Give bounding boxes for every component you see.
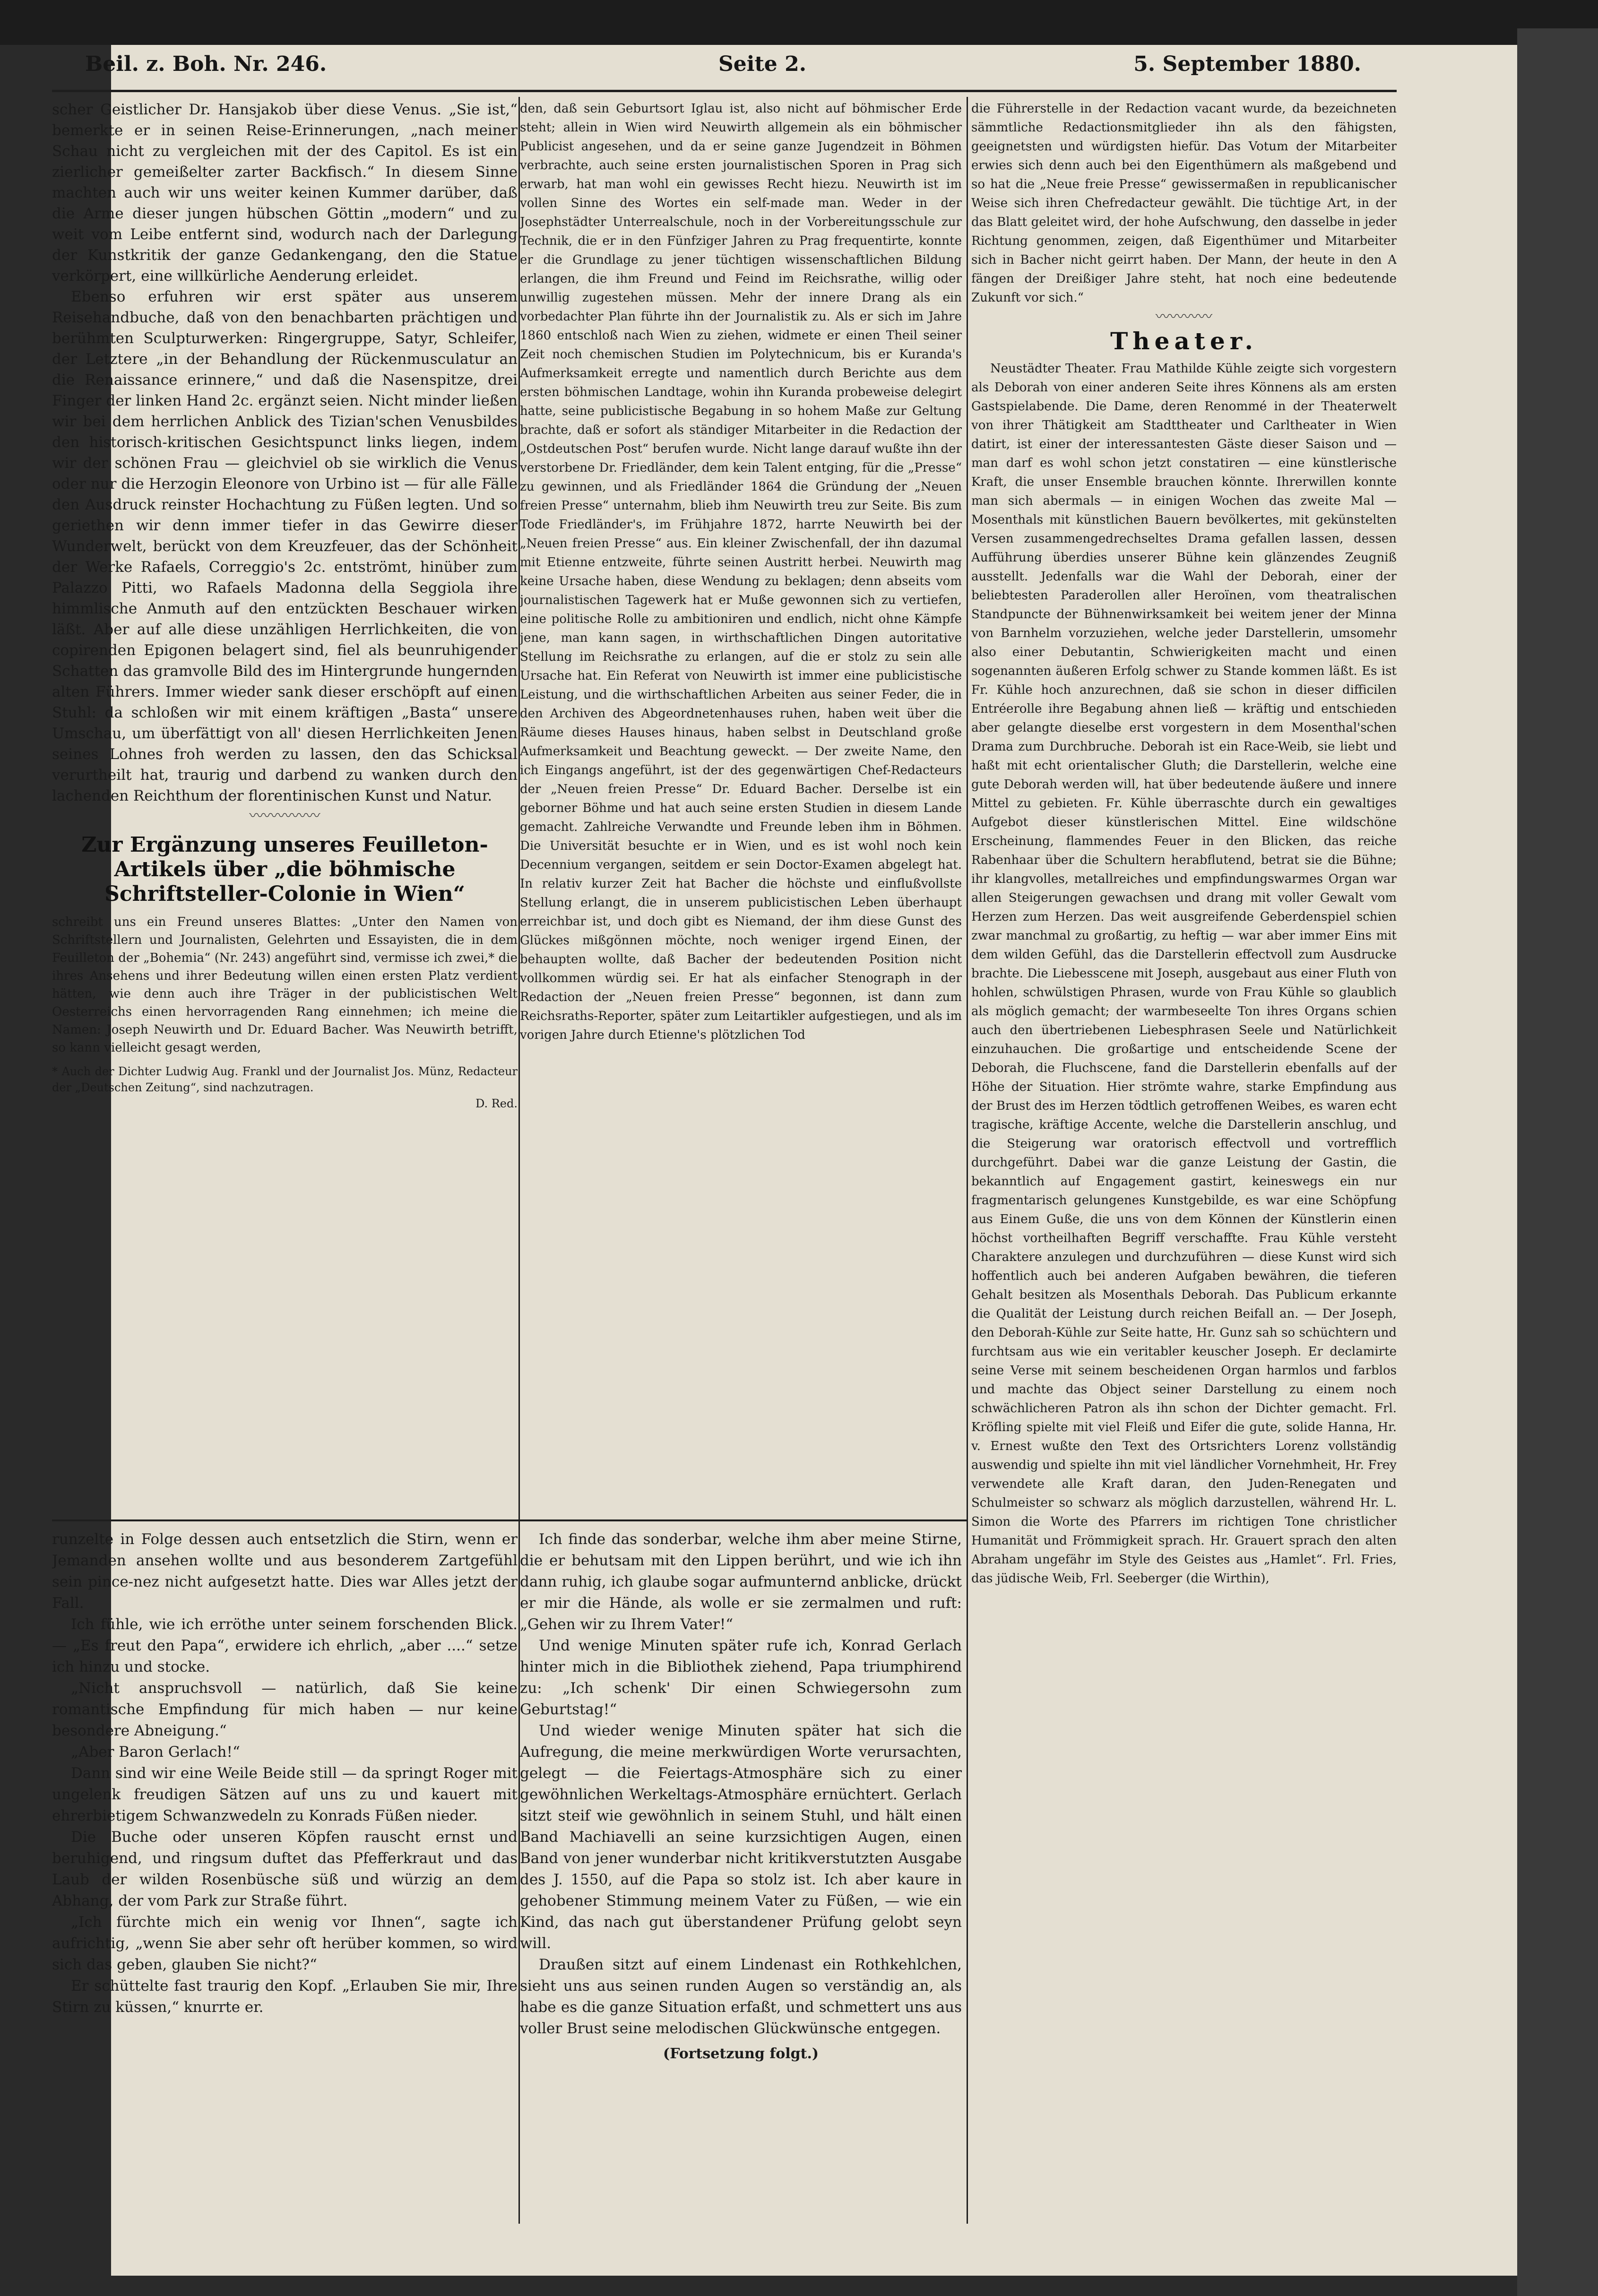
col1-paragraph-2: Ebenso erfuhren wir erst später aus unserem Reisehandbuche, daß von den benachbarten prächtigen und berühmten Sculpturwerken: Ringergruppe, Satyr, Schleifer, der Letztere „in der Behandlung der Rückenmusculatur an die Renaissance erinnere,“ und daß die Nasenspitze, drei Finger der linken Hand 2c. ergänzt seien. Nicht minder ließen wir bei dem herrlichen Anblick des Tizian'schen Venusbildes den historisch-kritischen Gesichtspunct links liegen, indem wir der schönen Frau — gleichviel ob sie wirklich die Venus oder nur die Herzogin Eleonore von Urbino ist — für alle Fälle den Ausdruck reinster Hochachtung zu Füßen legten. Und so geriethen wir denn immer tiefer in das Gewirre dieser Wunderwelt, berückt von dem Kreuzfeuer, das der Schönheit der Werke Rafaels, Correggio's 2c. entströmt, hinüber zum Palazzo Pitti, wo Rafaels Madonna della Seggiola ihre himmlische Anmuth auf den entzückten Beschauer wirken läßt. Aber auf alle diese unzähligen Herrlichkeiten, die von copirenden Epigonen belagert sind, fiel als beunruhigender Schatten das gramvolle Bild des im Hintergrunde hungernden alten Führers. Immer wieder sank dieser erschöpft auf einen Stuhl: da schloßen wir mit einem kräftigen „Basta“ unsere Umschau, um überfättigt von all' diesen Herrlichkeiten Jenen seines Lohnes froh werden zu lassen, den das Schicksal verurtheilt hat, traurig und darbend zu wanken durch den lachenden Reichthum der florentinischen Kunst und Natur. bbox=[52, 288, 518, 804]
header-date: 5. September 1880. bbox=[1133, 52, 1361, 76]
separator-ornament: 〰〰〰〰 bbox=[1156, 309, 1212, 325]
feuilleton-divider-rule bbox=[52, 1519, 967, 1521]
feuilleton-paragraph: Draußen sitzt auf einem Lindenast ein Rothkehlchen, sieht uns aus seinen runden Augen so verständig an, als habe es die ganze Situation erfaßt, und schmettert uns aus voller Brust seine melodischen Glückwünsche entgegen. bbox=[520, 1956, 962, 2037]
page-header bbox=[85, 52, 1361, 85]
scan-right-edge bbox=[1517, 28, 1598, 2296]
feuilleton-paragraph: Die Buche oder unseren Köpfen rauscht ernst und beruhigend, und ringsum duftet das Pfefferkraut und das Laub der wilden Rosenbüsche süß und würzig an dem Abhang, der vom Park zur Straße führt. bbox=[52, 1829, 518, 1909]
col2-article-continuation: den, daß sein Geburtsort Iglau ist, also nicht auf böhmischer Erde steht; allein in Wien wird Neuwirth allgemein als ein böhmischer Publicist angesehen, und da er seine ganze Jugendzeit in Böhmen verbrachte, auch seine ersten journalistischen Sporen in Prag sich erwarb, hat man wohl ein gewisses Recht hiezu. Neuwirth ist im vollen Sinne des Wortes ein self-made man. Weder in der Josephstädter Unterrealschule, noch in der Vorbereitungsschule zur Technik, die er in den Fünfziger Jahren zu Prag frequentirte, konnte er die Grundlage zu jener tüchtigen wissenschaftlichen Bildung erlangen, die ihm Freund und Feind im Reichsrathe, willig oder unwillig zugestehen müssen. Mehr der innere Drang als ein vorbedachter Plan führte ihn der Journalistik zu. Als er sich im Jahre 1860 entschloß nach Wien zu ziehen, widmete er einen Theil seiner Zeit noch chemischen Studien im Polytechnicum, bis er Kuranda's Aufmerksamkeit erregte und namentlich durch Berichte aus dem ersten böhmischen Landtage, wohin ihn Kuranda probeweise delegirt hatte, seine publicistische Begabung in so hohem Maße zur Geltung brachte, daß er sofort als ständiger Mitarbeiter in die Redaction der „Ostdeutschen Post“ berufen wurde. Nicht lange darauf wußte ihn der verstorbene Dr. Friedländer, dem kein Talent entging, für die „Presse“ zu gewinnen, und als Friedländer 1864 die Gründung der „Neuen freien Presse“ unternahm, blieb ihm Neuwirth treu zur Seite. Bis zum Tode Friedländer's, im Frühjahre 1872, harrte Neuwirth bei der „Neuen freien Presse“ aus. Ein kleiner Zwischenfall, der ihn dazumal mit Etienne entzweite, führte seinen Austritt herbei. Neuwirth mag keine Ursache haben, diese Wendung zu beklagen; denn abseits vom journalistischen Tagewerk hat er Muße gewonnen sich zu vertiefen, eine politische Rolle zu ambitioniren und endlich, nicht ohne Kämpfe jene, man kann sagen, in wirthschaftlichen Dingen autoritative Stellung im Reichsrathe zu erlangen, auf die er stolz zu sein alle Ursache hat. Ein Referat von Neuwirth ist immer eine publicistische Leistung, und die wirthschaftlichen Arbeiten aus seiner Feder, die in den Archiven des Abgeordnetenhauses ruhen, haben weit über die Räume dieses Hauses hinaus, haben selbst in Deutschland große Aufmerksamkeit und Beachtung geweckt. — Der zweite Name, den ich Eingangs angeführt, ist der des gegenwärtigen Chef-Redacteurs der „Neuen freien Presse“ Dr. Eduard Bacher. Derselbe ist ein geborner Böhme und hat auch seine ersten Studien in diesem Lande gemacht. Zahlreiche Verwandte und Freunde leben ihm in Böhmen. Die Universität besuchte er in Wien, und es ist wohl noch kein Decennium vergangen, seitdem er sein Doctor-Examen abgelegt hat. In relativ kurzer Zeit hat Bacher die höchste und einflußvollste Stellung erlangt, die in unserem publicistischen Leben überhaupt erreichbar ist, und doch gibt es Niemand, der ihm diese Gunst des Glückes mißgönnen möchte, noch weniger irgend Einen, der behaupten wollte, daß Bacher der bedeutenden Position nicht vollkommen würdig sei. Er hat als einfacher Stenograph in der Redaction der „Neuen freien Presse“ begonnen, ist dann zum Reichsraths-Reporter, später zum Leitartikler aufgestiegen, und als im vorigen Jahre durch Etienne's plötzlichen Tod bbox=[520, 102, 962, 1042]
feuilleton-paragraph: Und wieder wenige Minuten später hat sich die Aufregung, die meine merkwürdigen Worte verursachten, gelegt — die Feiertags-Atmosphäre sich zu einer gewöhnlichen Werkeltags-Atmosphäre ernüchtert. Gerlach sitzt steif wie gewöhnlich in seinem Stuhl, und hält einen Band Machiavelli an seine kurzsichtigen Augen, einen Band von jener wunderbar nicht kritikverstutzten Ausgabe des J. 1550, auf die Papa so stolz ist. Ich aber kaure in gehobener Stimmung meinem Vater zu Füßen, — wie ein Kind, das nach gut überstandener Prüfung gelobt seyn will. bbox=[520, 1722, 962, 1952]
feuilleton-paragraph: „Nicht anspruchsvoll — natürlich, daß Sie keine romantische Empfindung für mich haben — nur keine besondere Abneigung.“ bbox=[52, 1680, 518, 1739]
feuilleton-paragraph: Er schüttelte fast traurig den Kopf. „Erlauben Sie mir, Ihre Stirn zu küssen,“ knurrte er. bbox=[52, 1977, 518, 2016]
column-1 bbox=[52, 99, 518, 1470]
header-page-number: Seite 2. bbox=[718, 52, 807, 76]
feuilleton-paragraph: Ich finde das sonderbar, welche ihm aber meine Stirne, die er behutsam mit den Lippen berührt, und wie ich ihn dann ruhig, ich glaube sogar aufmunternd anblicke, drückt er mir die Hände, als wolle er sie zermalmen und ruft: „Gehen wir zu Ihrem Vater!“ bbox=[520, 1531, 962, 1633]
editor-footnote bbox=[52, 1063, 518, 1112]
footnote-text: * Auch der Dichter Ludwig Aug. Frankl und der Journalist Jos. Münz, Redacteur der „Deutschen Zeitung“, sind nachzutragen. bbox=[52, 1065, 518, 1094]
footnote-signature: D. Red. bbox=[475, 1097, 518, 1110]
article-body: schreibt uns ein Freund unseres Blattes: „Unter den Namen von Schriftstellern und Journalisten, Gelehrten und Essayisten, die in dem Feuilleton der „Bohemia“ (Nr. 243) angeführt sind, vermisse ich zwei,* die ihres Ansehens und ihrer Bedeutung willen einen ersten Platz verdient hätten, wie denn auch ihre Träger in der publicistischen Welt Oesterreichs einen hervorragenden Rang einnehmen; ich meine die Namen: Joseph Neuwirth und Dr. Eduard Bacher. Was Neuwirth betrifft, so kann vielleicht gesagt werden, bbox=[52, 915, 518, 1055]
feuilleton-column-2 bbox=[520, 1529, 962, 2181]
article-headline: Zur Ergänzung unseres Feuilleton-Artikels über „die böhmische Schriftsteller-Colonie in Wien“ bbox=[81, 833, 488, 906]
feuilleton-paragraph: runzelte in Folge dessen auch entsetzlich die Stirn, wenn er Jemanden ansehen wollte und aus besonderem Zartgefühl sein pince-nez nicht aufgesetzt hatte. Dies war Alles jetzt der Fall. bbox=[52, 1531, 518, 1612]
theater-section-title: Theater. bbox=[1110, 327, 1258, 355]
column-3 bbox=[971, 99, 1397, 2217]
header-issue: Beil. z. Boh. Nr. 246. bbox=[85, 52, 327, 76]
scan-top-band bbox=[0, 0, 1598, 45]
col3-article-end: die Führerstelle in der Redaction vacant wurde, da bezeichneten sämmtliche Redactionsmitglieder ihn als den fähigsten, geeignetsten und würdigsten hiefür. Das Votum der Mitarbeiter erwies sich denn auch bei den Eigenthümern als maßgebend und so hat die „Neue freie Presse“ gewissermaßen in republicanischer Weise sich ihren Chefredacteur gewählt. Die tüchtige Art, in der das Blatt geleitet wird, der hohe Aufschwung, den dasselbe in jeder Richtung genommen, zeigen, daß Eigenthümer und Mitarbeiter sich in Bacher nicht geirrt haben. Der Mann, der heute in den A fängen der Dreißiger Jahre steht, hat noch eine bedeutende Zukunft vor sich.“ bbox=[971, 102, 1397, 305]
continued-note: (Fortsetzung folgt.) bbox=[663, 2046, 819, 2062]
col1-paragraph-1: scher Geistlicher Dr. Hansjakob über diese Venus. „Sie ist,“ bemerkte er in seinen Reise-Erinnerungen, „nach meiner Schau nicht zu vergleichen mit der des Capitol. Es ist ein zierlicher gemeißelter zarter Backfisch.“ In diesem Sinne machten auch wir uns weiter keinen Kummer darüber, daß die Arme dieser jungen hübschen Göttin „modern“ und zu weit vom Leibe entfernt sind, wodurch nach der Darlegung der Kunstkritik der ganze Gedankengang, den die Statue verkörpert, eine willkürliche Aenderung erleidet. bbox=[52, 101, 518, 285]
theater-review: Neustädter Theater. Frau Mathilde Kühle zeigte sich vorgestern als Deborah von einer anderen Seite ihres Könnens als am ersten Gastspielabende. Die Dame, deren Renommé in der Theaterwelt von ihrer Thätigkeit am Stadttheater und Carltheater in Wien datirt, ist einer der interessantesten Gäste dieser Saison und — man darf es wohl schon jetzt constatiren — eine künstlerische Kraft, die unser Ensemble brauchen könnte. Ihrerwillen konnte man sich abermals — in einigen Wochen das zweite Mal — Mosenthals mit künstlichen Bauern bevölkertes, mit gekünstelten Versen zusammengedrechseltes Drama gefallen lassen, dessen Aufführung überdies unserer Bühne kein glänzendes Zeugniß ausstellt. Jedenfalls war die Wahl der Deborah, einer der beliebtesten Paraderollen aller Heroïnen, vom theatralischen Standpuncte der Bühnenwirksamkeit bei weitem jener der Minna von Barnhelm vorzuziehen, welche jeder Darstellerin, umsomehr also einer Debutantin, Schwierigkeiten macht und einen sogenannten äußeren Erfolg schwer zu Stande kommen läßt. Es ist Fr. Kühle hoch anzurechnen, daß sie schon in dieser difficilen Entréerolle ihre Begabung ahnen ließ — kräftig und entschieden aber gelangte dieselbe erst vorgestern in dem Mosenthal'schen Drama zum Durchbruche. Deborah ist ein Race-Weib, sie liebt und haßt mit echt orientalischer Gluth; die Darstellerin, welche eine gute Deborah werden will, hat über bedeutende äußere und innere Mittel zu gebieten. Fr. Kühle überraschte durch ein gewaltiges Aufgebot dieser künstlerischen Mittel. Eine wildschöne Erscheinung, flammendes Feuer in den Blicken, das reiche Rabenhaar über die Schultern herabflutend, betrat sie die Bühne; ihr klangvolles, metallreiches und empfindungswarmes Organ war allen Steigerungen gewachsen und drang mit voller Gewalt vom Herzen zum Herzen. Das weit ausgreifende Geberdenspiel schien zwar manchmal zu großartig, zu heftig — war aber immer Eins mit dem wilden Gefühl, das die Darstellerin effectvoll zum Ausdrucke brachte. Die Liebesscene mit Joseph, ausgebaut aus einer Fluth von hohlen, schwülstigen Phrasen, wurde von Frau Kühle so glaublich als möglich gemacht; der warmbeseelte Ton ihres Organs schien auch den übertriebenen Liebesphrasen Seele und Natürlichkeit einzuhauchen. Die großartige und entscheidende Scene der Deborah, die Fluchscene, fand die Darstellerin ebenfalls auf der Höhe der Situation. Hier strömte wahre, starke Empfindung aus der Brust des im Herzen tödtlich getroffenen Weibes, es waren echt tragische, kräftige Accente, welche die Darstellerin anschlug, und die Steigerung war oratorisch effectvoll und vortrefflich durchgeführt. Dabei war die ganze Leistung der Gastin, die bekanntlich auf Engagement gastirt, keineswegs ein nur fragmentarisch gelungenes Kunstgebilde, es war eine Schöpfung aus Einem Guße, die uns von dem Können der Künstlerin einen höchst vortheilhaften Begriff verschaffte. Frau Kühle versteht Charaktere anzulegen und durchzuführen — diese Kunst wird sich hoffentlich auch bei anderen Aufgaben bewähren, die tieferen Gehalt besitzen als Mosenthals Deborah. Das Publicum erkannte die Qualität der Leistung durch reichen Beifall an. — Der Joseph, den Deborah-Kühle zur Seite hatte, Hr. Gunz sah so schüchtern und furchtsam aus wie ein veritabler keuscher Joseph. Er declamirte seine Verse mit seinem bescheidenen Organ harmlos und farblos und machte das Object seiner Darstellung zu einem noch schwächlicheren Patron als ihn schon der Dichter gemacht. Frl. Kröfling spielte mit viel Fleiß und Eifer die gute, solide Hanna, Hr. v. Ernest wußte den Text des Ortsrichters Lorenz vollständig auswendig und spielte ihn mit viel ländlicher Vornehmheit, Hr. Frey verwendete alle Kraft daran, den Juden-Renegaten und Schulmeister so schwarz als möglich darzustellen, während Hr. L. Simon die Worte des Pfarrers im richtigen Tone christlicher Humanität und Frömmigkeit sprach. Hr. Grauert sprach den alten Abraham ungefähr im Style des Geistes aus „Hamlet“. Frl. Fries, das jüdische Weib, Frl. Seeberger (die Wirthin), bbox=[971, 362, 1397, 1586]
feuilleton-column-1 bbox=[52, 1529, 518, 2228]
column-rule-2 bbox=[967, 97, 968, 2224]
feuilleton-paragraph: Ich fühle, wie ich erröthe unter seinem forschenden Blick. — „Es freut den Papa“, erwidere ich ehrlich, „aber ....“ setze ich hinzu und stocke. bbox=[52, 1616, 518, 1675]
feuilleton-paragraph: „Aber Baron Gerlach!“ bbox=[71, 1744, 240, 1761]
feuilleton-paragraph: Und wenige Minuten später rufe ich, Konrad Gerlach hinter mich in die Bibliothek ziehend, Papa triumphirend zu: „Ich schenk' Dir einen Schwiegersohn zum Geburtstag!“ bbox=[520, 1637, 962, 1718]
header-rule bbox=[52, 90, 1397, 92]
separator-ornament: 〰〰〰〰〰 bbox=[249, 808, 320, 824]
column-2 bbox=[520, 99, 962, 1479]
feuilleton-paragraph: Dann sind wir eine Weile Beide still — da springt Roger mit ungelenk freudigen Sätzen auf uns zu und kauert mit ehrerbietigem Schwanzwedeln zu Konrads Füßen nieder. bbox=[52, 1765, 518, 1824]
feuilleton-paragraph: „Ich fürchte mich ein wenig vor Ihnen“, sagte ich aufrichtig, „wenn Sie aber sehr oft herüber kommen, so wird sich das geben, glauben Sie nicht?“ bbox=[52, 1914, 518, 1973]
